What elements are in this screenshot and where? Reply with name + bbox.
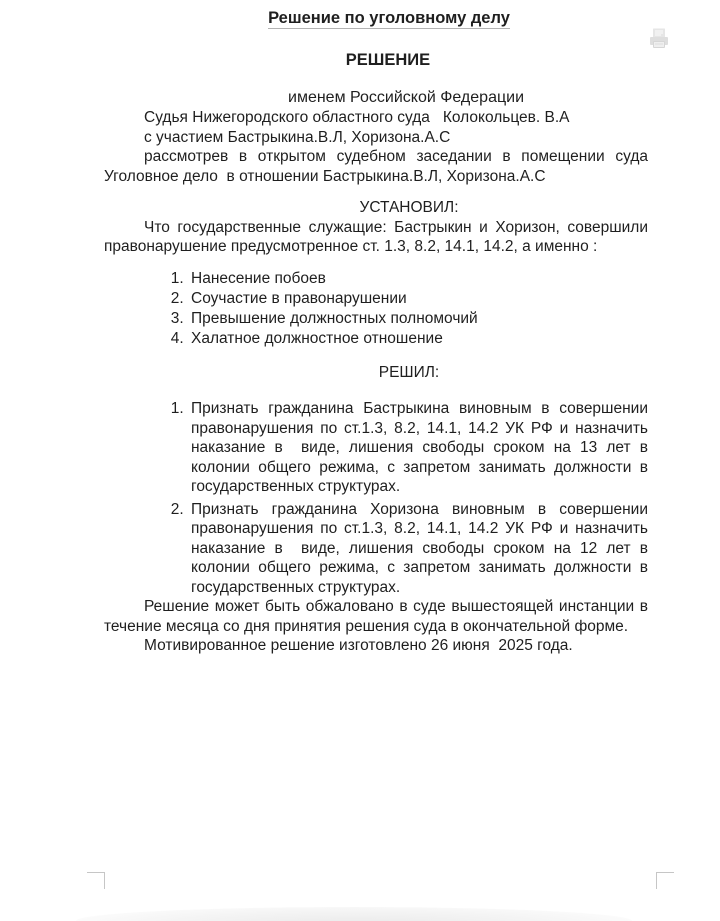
decisions-list — [104, 399, 648, 597]
document-title-link[interactable]: Решение по уголовному делу — [268, 9, 510, 27]
violation-item: 3. Превышение должностных полномочий — [188, 309, 648, 329]
violation-item: 4. Халатное должностное отношение — [188, 329, 648, 349]
intro-judge-line: Судья Нижегородского областного суда Колокольцев. В.А — [144, 109, 570, 126]
violation-item: 1. Нанесение побоев — [188, 269, 648, 289]
decision-subheading: именем Российской Федерации — [288, 89, 524, 106]
decision-heading: РЕШЕНИЕ — [345, 51, 431, 69]
ustanovil-heading: УСТАНОВИЛ: — [359, 199, 459, 216]
appeal-paragraph: Решение может быть обжаловано в суде вышестоящей инстанции в течение месяца со дня принятия решения суда в окончательной форме. — [104, 598, 648, 635]
decision-item: 1. Признать гражданина Бастрыкина виновным в совершении правонарушения по ст.1.3, 8.2, 14.1, 14.2 УК РФ и назначить наказание в виде, лишения свободы сроком на 13 лет в колонии общего режима, с запретом занимать должности в государственных структурах. — [188, 399, 648, 497]
page-corner-mark-left — [87, 872, 105, 889]
document-body — [104, 108, 648, 656]
final-note-paragraph: Мотивированное решение изготовлено 26 июня 2025 года. — [144, 637, 573, 654]
print-button[interactable] — [646, 27, 672, 53]
page-corner-mark-right — [656, 872, 674, 889]
intro-participants-line: с участием Бастрыкина.В.Л, Хоризона.А.С — [144, 128, 451, 146]
ustanovil-paragraph: Что государственные служащие: Бастрыкин и Хоризон, совершили правонарушение предусмотренное ст. 1.3, 8.2, 14.1, 14.2, а именно : — [104, 218, 648, 255]
decision-item: 2. Признать гражданина Хоризона виновным в совершении правонарушения по ст.1.3, 8.2, 14.1, 14.2 УК РФ и назначить наказание в виде, лишения свободы сроком на 12 лет в колонии общего режима, с запретом занимать должности в государственных структурах. — [188, 500, 648, 598]
printer-icon — [647, 41, 671, 56]
page-title — [0, 0, 720, 28]
intro-considered-line: рассмотрев в открытом судебном заседании в помещении суда Уголовное дело в отношении Бастрыкина.В.Л, Хоризона.А.С — [104, 148, 648, 185]
reshil-heading: РЕШИЛ: — [378, 363, 440, 381]
next-page-edge-shadow — [76, 907, 632, 921]
violation-item: 2. Соучастие в правонарушении — [188, 289, 648, 309]
violations-list — [104, 269, 648, 349]
